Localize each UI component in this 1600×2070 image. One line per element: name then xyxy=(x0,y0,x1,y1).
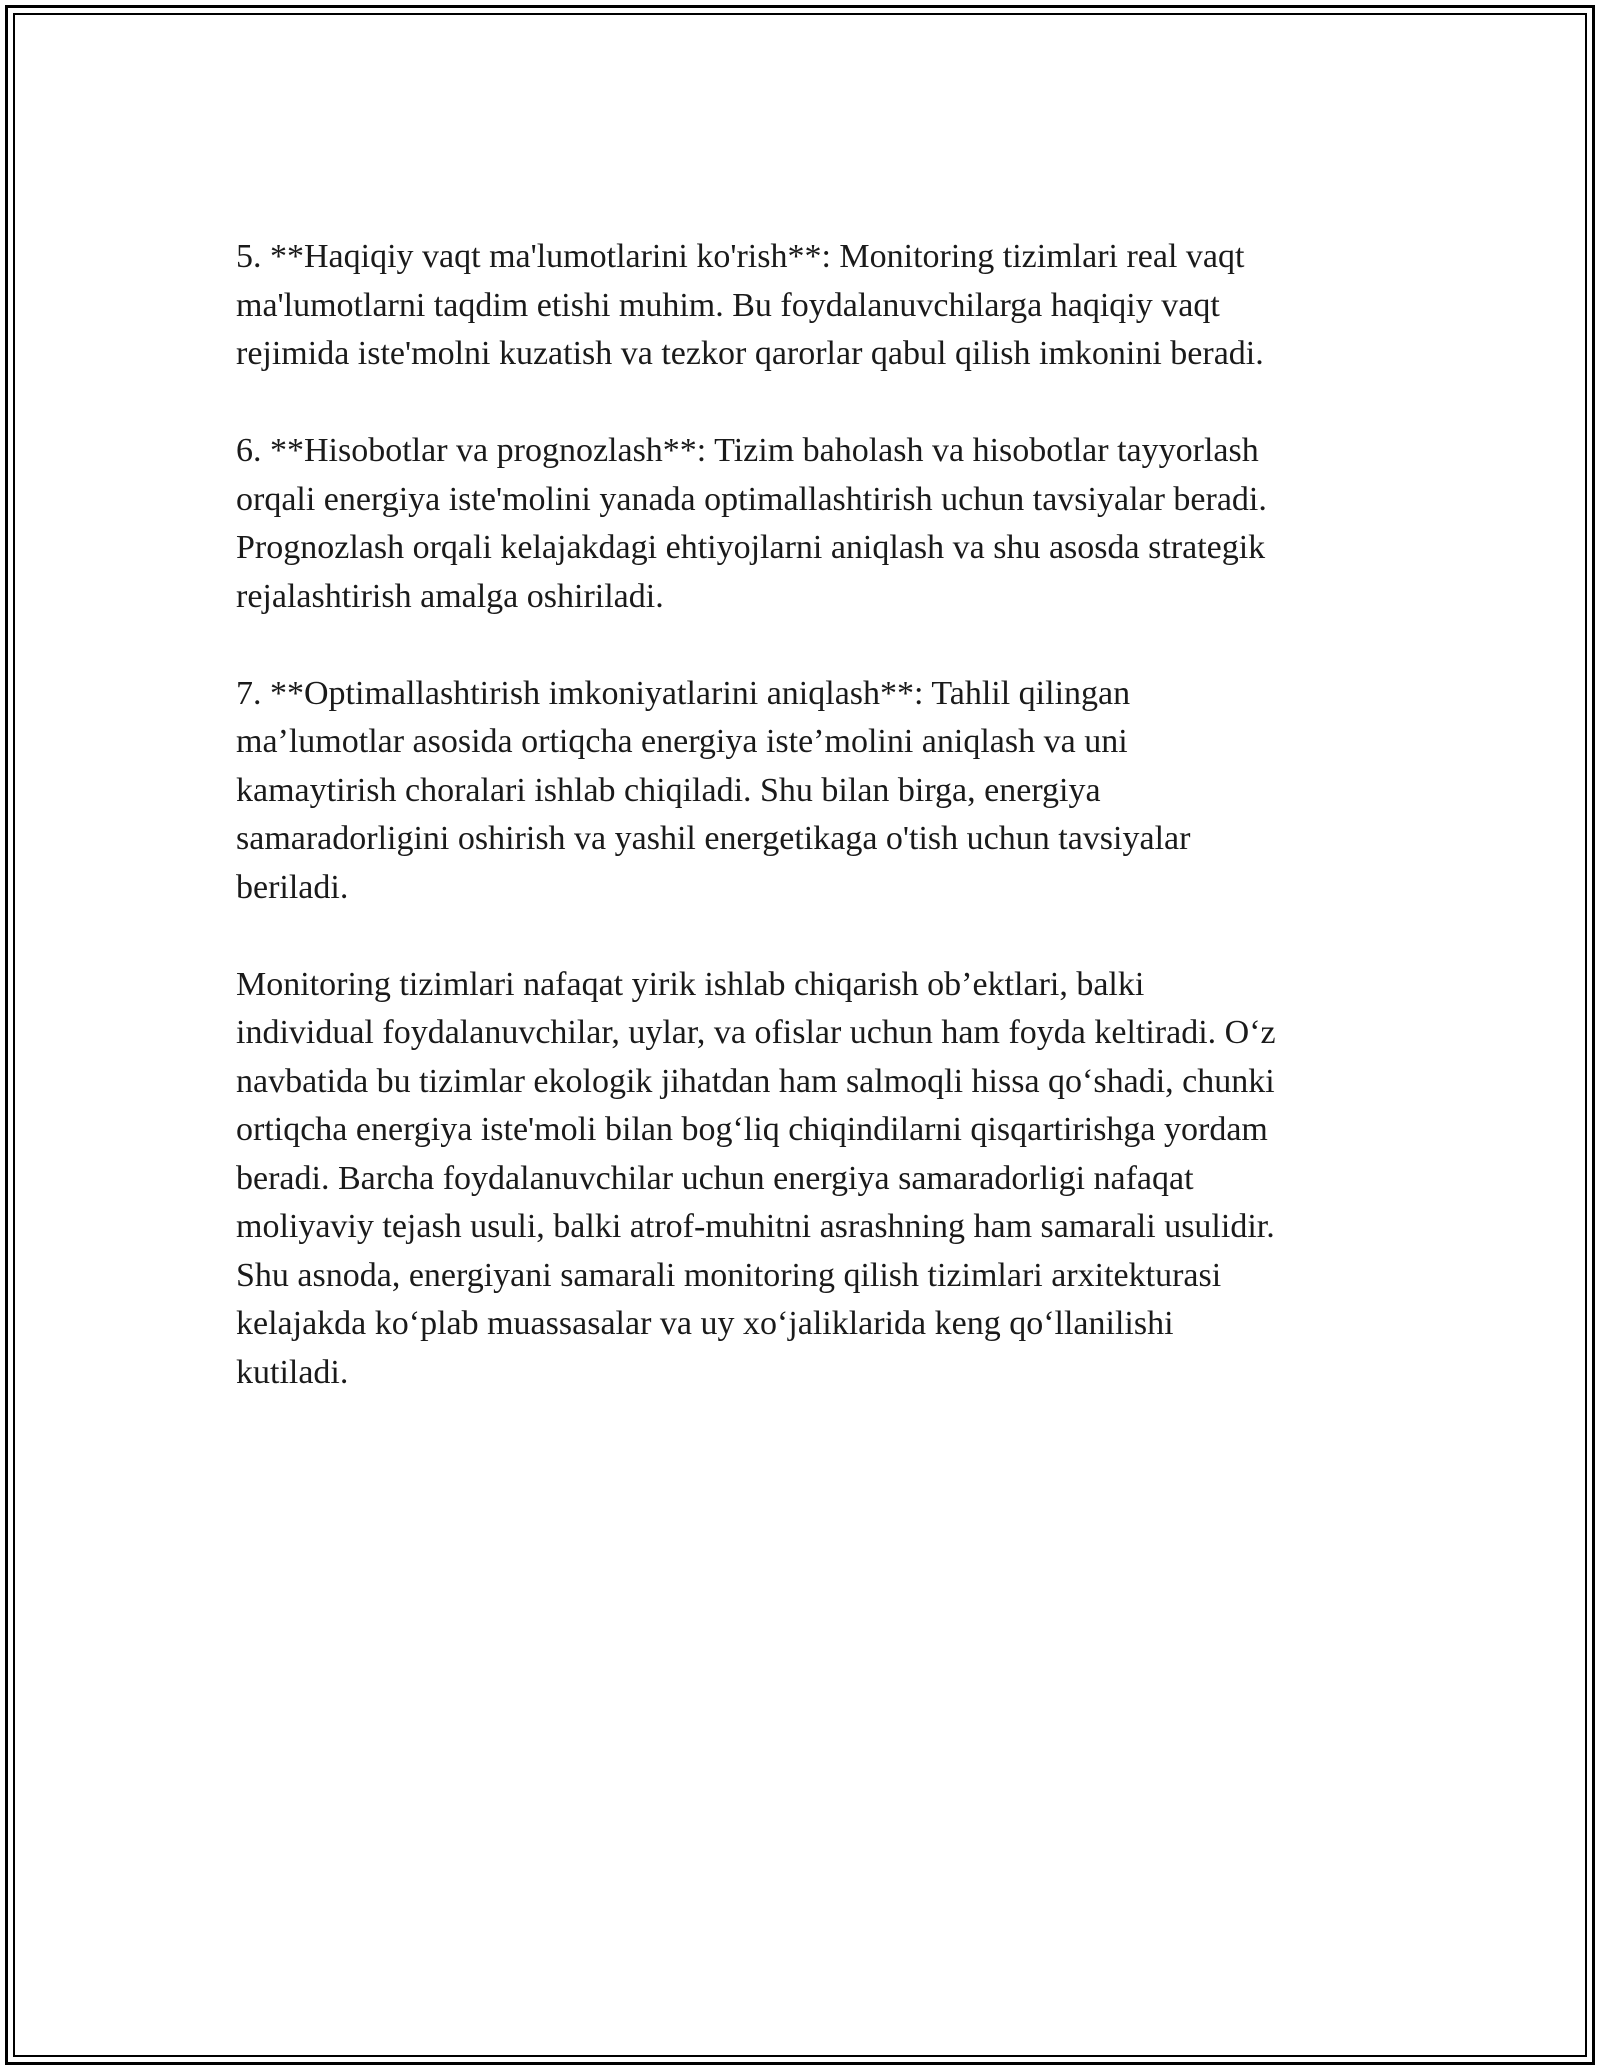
paragraph-item-6 xyxy=(236,427,1386,621)
text-line: Monitoring tizimlari nafaqat yirik ishlab chiqarish ob’ektlari, balki xyxy=(236,965,1145,1003)
text-line: orqali energiya iste'molini yanada optimallashtirish uchun tavsiyalar beradi. xyxy=(236,480,1267,518)
paragraph-conclusion xyxy=(236,961,1386,1398)
text-line: beriladi. xyxy=(236,868,349,906)
text-line: kelajakda ko‘plab muassasalar va uy xo‘jaliklarida keng qo‘llanilishi xyxy=(236,1305,1174,1342)
text-line: individual foydalanuvchilar, uylar, va ofislar uchun ham foyda keltiradi. O‘z xyxy=(236,1014,1276,1051)
text-line: 5. **Haqiqiy vaqt ma'lumotlarini ko'rish**: Monitoring tizimlari real vaqt xyxy=(236,238,1245,275)
text-line: rejimida iste'molni kuzatish va tezkor qarorlar qabul qilish imkonini beradi. xyxy=(236,335,1264,372)
text-line: ma'lumotlarni taqdim etishi muhim. Bu foydalanuvchilarga haqiqiy vaqt xyxy=(236,286,1220,324)
text-line: Prognozlash orqali kelajakdagi ehtiyojlarni aniqlash va shu asosda strategik xyxy=(236,529,1266,566)
text-line: kamaytirish choralari ishlab chiqiladi. Shu bilan birga, energiya xyxy=(236,771,1101,809)
text-line: beradi. Barcha foydalanuvchilar uchun energiya samaradorligi nafaqat xyxy=(236,1159,1194,1197)
text-line: kutiladi. xyxy=(236,1353,349,1391)
text-line: Shu asnoda, energiyani samarali monitoring qilish tizimlari arxitekturasi xyxy=(236,1256,1222,1294)
text-line: samaradorligini oshirish va yashil energetikaga o'tish uchun tavsiyalar xyxy=(236,820,1191,857)
text-line: 6. **Hisobotlar va prognozlash**: Tizim baholash va hisobotlar tayyorlash xyxy=(236,432,1259,469)
document-body xyxy=(236,233,1386,1446)
text-line: ma’lumotlar asosida ortiqcha energiya iste’molini aniqlash va uni xyxy=(236,723,1128,760)
text-line: rejalashtirish amalga oshiriladi. xyxy=(236,577,664,615)
paragraph-item-5 xyxy=(236,233,1386,379)
text-line: moliyaviy tejash usuli, balki atrof-muhitni asrashning ham samarali usulidir. xyxy=(236,1208,1275,1245)
text-line: 7. **Optimallashtirish imkoniyatlarini aniqlash**: Tahlil qilingan xyxy=(236,674,1131,712)
text-line: ortiqcha energiya iste'moli bilan bog‘liq chiqindilarni qisqartirishga yordam xyxy=(236,1111,1268,1148)
text-line: navbatida bu tizimlar ekologik jihatdan ham salmoqli hissa qo‘shadi, chunki xyxy=(236,1062,1275,1100)
paragraph-item-7 xyxy=(236,670,1386,913)
